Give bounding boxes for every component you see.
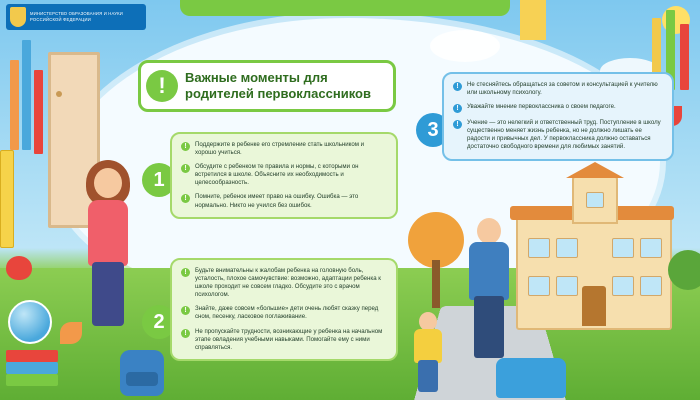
teacher-body xyxy=(88,200,128,266)
tips-block-3 xyxy=(442,72,674,161)
school-window xyxy=(528,276,550,296)
tips-block-1 xyxy=(170,132,398,219)
tip-text: Помните, ребенок имеет право на ошибку. Ошибка — это нормально. Никто не учился без ошибок. xyxy=(195,193,359,209)
pencil-blue xyxy=(22,40,31,150)
tip-item xyxy=(453,103,663,113)
ministry-logo xyxy=(6,4,146,30)
exclamation-icon: ! xyxy=(146,70,178,102)
tip-item xyxy=(181,305,387,321)
pencil-orange xyxy=(10,60,19,150)
tip-text: Учение — это нелегкий и ответственный труд. Поступление в школу существенно меняет жизнь ребенка, но не должно лишать ее радости и привычных дел. У первоклассника должно оставаться достаточно свободного времени для любимых занятий. xyxy=(467,119,661,151)
tip-item xyxy=(453,119,663,151)
tip-text: Уважайте мнение первоклассника о своем педагоге. xyxy=(467,103,616,111)
school-tower-window xyxy=(586,192,604,208)
father-legs xyxy=(474,296,504,358)
tip-item xyxy=(181,193,387,209)
ministry-line-2: РОССИЙСКОЙ ФЕДЕРАЦИИ xyxy=(30,17,91,22)
top-green-bar xyxy=(180,0,510,16)
father-body xyxy=(469,242,509,300)
teacher-legs xyxy=(92,262,124,326)
tree-trunk xyxy=(432,260,440,308)
school-window xyxy=(640,276,662,296)
school-bus xyxy=(496,358,566,398)
tip-item xyxy=(181,141,387,157)
exclamation-bullet-icon: ! xyxy=(181,194,190,203)
tip-item xyxy=(453,81,663,97)
tip-item xyxy=(181,328,387,352)
backpack-icon xyxy=(120,350,164,396)
block-number-1: 1 xyxy=(142,163,176,197)
tip-text: Поддержите в ребенке его стремление стать школьником и хорошо учиться. xyxy=(195,141,365,157)
book-red xyxy=(6,350,58,362)
book-blue xyxy=(6,362,58,374)
pencil-red xyxy=(34,70,43,154)
school-door xyxy=(582,286,606,326)
globe-icon xyxy=(8,300,52,344)
cloud-small-1 xyxy=(430,30,500,62)
exclamation-bullet-icon: ! xyxy=(453,120,462,129)
tips-block-2 xyxy=(170,258,398,361)
pencil-red xyxy=(680,24,689,90)
coat-of-arms-icon xyxy=(10,7,26,27)
exclamation-bullet-icon: ! xyxy=(453,82,462,91)
ministry-logo-text xyxy=(30,11,123,23)
tip-text: Знайте, даже совсем «большие» дети очень любят сказку перед сном, песенку, ласковое поглаживание. xyxy=(195,305,379,321)
tree-green xyxy=(668,250,700,290)
school-window xyxy=(612,276,634,296)
ministry-line-1: МИНИСТЕРСТВО ОБРАЗОВАНИЯ И НАУКИ xyxy=(30,11,124,16)
exclamation-bullet-icon: ! xyxy=(181,164,190,173)
school-window xyxy=(528,238,550,258)
book-green xyxy=(6,374,58,386)
school-window xyxy=(612,238,634,258)
exclamation-bullet-icon: ! xyxy=(453,104,462,113)
page-title: Важные моменты для родителей первоклассников xyxy=(185,70,371,101)
boy-body xyxy=(414,329,442,363)
exclamation-bullet-icon: ! xyxy=(181,268,190,277)
tip-text: Обсудите с ребенком те правила и нормы, с которыми он встретился в школе. Объясните их необходимость и целесообразность. xyxy=(195,163,359,187)
school-window xyxy=(556,238,578,258)
tip-text: Будьте внимательны к жалобам ребенка на головную боль, усталость, плохое самочувствие: возможно, адаптации ребенка к школе проходит не совсем гладко. Обсудите это с врачом психологом. xyxy=(195,267,381,299)
teacher-head xyxy=(94,168,122,198)
block-number-2: 2 xyxy=(142,305,176,339)
apple-icon xyxy=(6,256,32,280)
exclamation-bullet-icon: ! xyxy=(181,306,190,315)
school-window xyxy=(640,238,662,258)
leaf-icon xyxy=(60,322,82,344)
tip-text: Не стесняйтесь обращаться за советом и консультацией к учителю или школьному психологу. xyxy=(467,81,658,97)
father-head xyxy=(477,218,501,244)
top-yellow-strip xyxy=(520,0,546,40)
tip-item xyxy=(181,163,387,187)
tip-text: Не пропускайте трудности, возникающие у ребенка на начальном этапе овладения учебными навыками. Помогайте ему с ними справляться. xyxy=(195,327,383,351)
tip-item xyxy=(181,267,387,299)
block-number-3: 3 xyxy=(416,113,450,147)
exclamation-bullet-icon: ! xyxy=(181,142,190,151)
school-window xyxy=(556,276,578,296)
ruler xyxy=(0,150,14,248)
exclamation-bullet-icon: ! xyxy=(181,329,190,338)
boy-legs xyxy=(418,360,438,392)
